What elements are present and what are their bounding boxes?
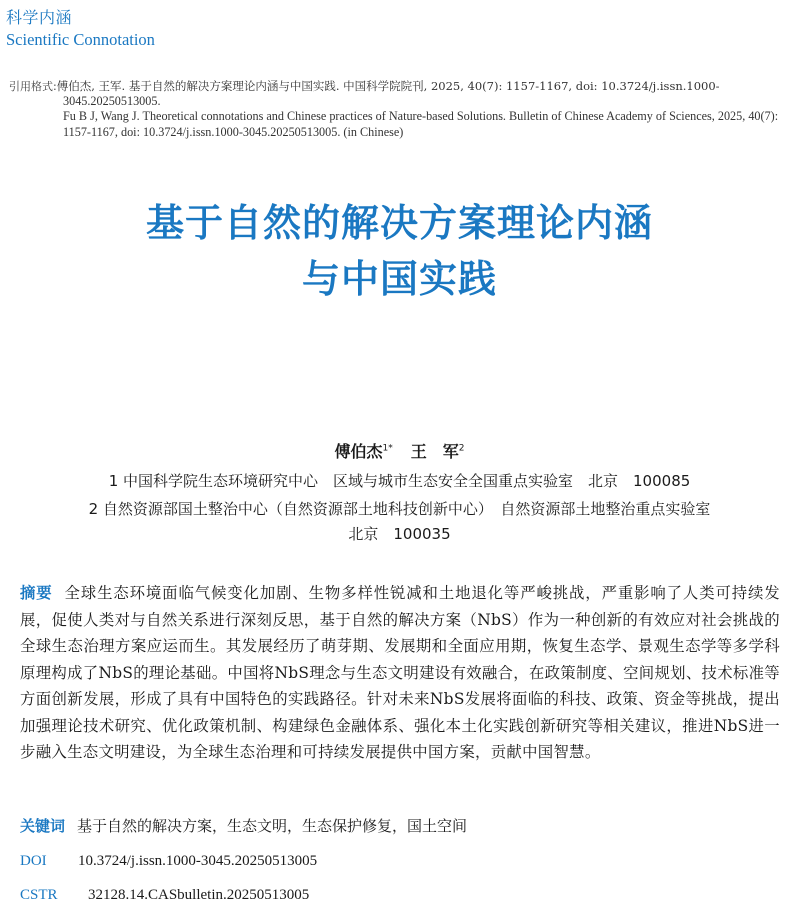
citation-cn: 傅伯杰, 王军. 基于自然的解决方案理论内涵与中国实践. 中国科学院院刊, 2025, 40(7): 1157-1167, doi: 10.3724/j.issn.1000- [56, 79, 720, 93]
citation-block [9, 79, 795, 140]
affiliation-2-city: 北京 100035 [348, 525, 451, 543]
abstract [20, 580, 780, 766]
section-label-en: Scientific Connotation [6, 30, 155, 49]
citation-en-cont: 1157-1167, doi: 10.3724/j.issn.1000-3045.20250513005. (in Chinese) [63, 124, 404, 139]
article-title [0, 195, 799, 307]
cstr-value[interactable]: 32128.14.CASbulletin.20250513005 [88, 887, 310, 903]
keywords [20, 815, 780, 836]
keywords-text: 基于自然的解决方案，生态文明，生态保护修复，国土空间 [77, 817, 468, 835]
author-2-affil: 2 [458, 443, 465, 454]
abstract-label: 摘要 [20, 584, 53, 602]
section-label-cn: 科学内涵 [6, 8, 73, 27]
title-line-2: 与中国实践 [301, 257, 497, 301]
doi-label: DOI [20, 853, 47, 869]
cstr-label: CSTR [20, 887, 58, 903]
author-2: 王 军 [410, 442, 459, 461]
title-line-1: 基于自然的解决方案理论内涵 [145, 201, 653, 245]
affiliation-2: 2 自然资源部国土整治中心（自然资源部土地科技创新中心） 自然资源部土地整治重点实验室 [88, 500, 711, 518]
citation-cn-cont: 3045.20250513005. [63, 94, 161, 109]
doi-row [20, 853, 780, 870]
abstract-text: 全球生态环境面临气候变化加剧、生物多样性锐减和土地退化等严峻挑战，严重影响了人类可持续发展，促使人类对与自然关系进行深刻反思，基于自然的解决方案（NbS）作为一种创新的有效应对社会挑战的全球生态治理方案应运而生。其发展经历了萌芽期、发展期和全面应用期，恢复生态学、景观生态学等多学科原理构成了NbS的理论基础。中国将NbS理念与生态文明建设有效融合，在政策制度、空间规划、技术标准等方面创新发展，形成了具有中国特色的实践路径。针对未来NbS发展将面临的科技、政策、资金等挑战，提出加强理论技术研究、优化政策机制、构建绿色金融体系、强化本土化实践创新研究等相关建议，推进NbS进一步融入生态文明建设，为全球生态治理和可持续发展提供中国方案，贡献中国智慧。 [20, 584, 780, 761]
author-1: 傅伯杰 [334, 442, 383, 461]
keywords-label: 关键词 [20, 817, 66, 835]
doi-value[interactable]: 10.3724/j.issn.1000-3045.20250513005 [78, 853, 318, 869]
authors [0, 439, 799, 462]
citation-en: Fu B J, Wang J. Theoretical connotations and Chinese practices of Nature-based Solutions. Bulletin of Chinese Academy of Sciences, 2025, 40(7): [63, 109, 779, 124]
cstr-row [20, 887, 780, 904]
citation-label: 引用格式: [9, 80, 57, 93]
affiliation-1: 1 中国科学院生态环境研究中心 区域与城市生态安全全国重点实验室 北京 100085 [108, 472, 691, 490]
author-1-affil: 1* [382, 443, 393, 454]
